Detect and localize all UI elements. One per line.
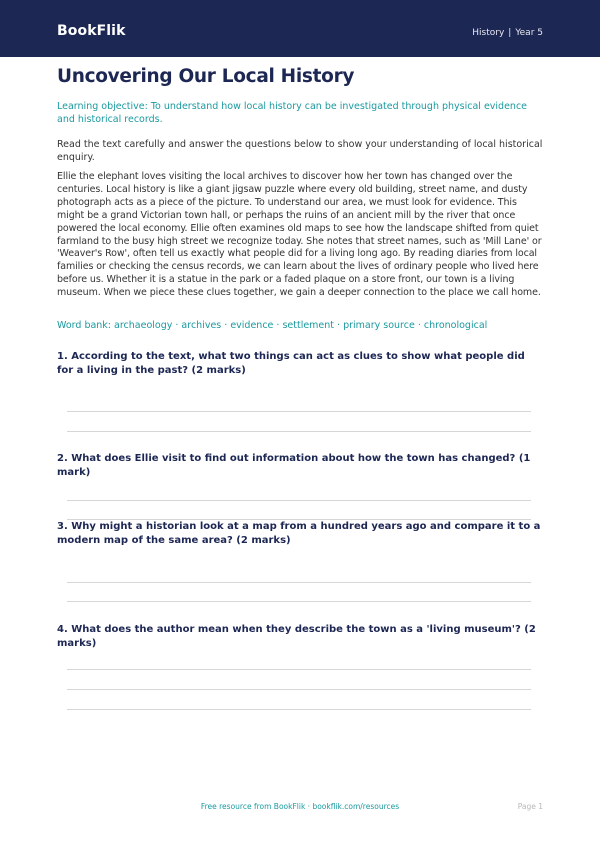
answer-line[interactable] [67, 582, 531, 583]
question-4: 4. What does the author mean when they describe the town as a 'living museum'? (2 marks) [57, 624, 536, 649]
word-bank: Word bank: archaeology · archives · evidence · settlement · primary source · chronological [57, 320, 488, 331]
subject-label: History [472, 28, 505, 38]
brand-logo: BookFlik [57, 23, 126, 39]
answer-line[interactable] [67, 689, 531, 690]
reading-passage: Ellie the elephant loves visiting the local archives to discover how her town has changed over the centuries. Local history is like a giant jigsaw puzzle where every old building, street name, and dusty photograph acts as a piece of the picture. To understand our area, we must look for evidence. This might be a grand Victorian town hall, or perhaps the ruins of an ancient mill by the river that once powered the local economy. Ellie often examines old maps to see how the landscape shifted from quiet farmland to the busy high street we recognize today. She notes that street names, such as 'Mill Lane' or 'Weaver's Row', often tell us exactly what people did for a living long ago. By reading diaries from local families or checking the census records, we can learn about the lives of ordinary people who lived here before us. Whether it is a statue in the park or a faded plaque on a store front, our town is a living museum. When we piece these clues together, we gain a deeper connection to the place we call home. [57, 171, 542, 299]
question-2: 2. What does Ellie visit to find out information about how the town has changed? (1 mark) [57, 453, 531, 478]
answer-line[interactable] [67, 709, 531, 710]
learning-objective: Learning objective: To understand how local history can be investigated through physical evidence and historical records. [57, 101, 528, 125]
worksheet-title: Uncovering Our Local History [57, 66, 355, 87]
footer-resource-link[interactable]: Free resource from BookFlik · bookflik.com/resources [200, 802, 400, 811]
answer-line[interactable] [67, 411, 531, 412]
page-number: Page 1 [517, 802, 543, 811]
answer-line[interactable] [67, 431, 531, 432]
question-3: 3. Why might a historian look at a map from a hundred years ago and compare it to a modern map of the same area? (2 marks) [57, 521, 541, 546]
instructions: Read the text carefully and answer the questions below to show your understanding of local historical enquiry. [57, 139, 543, 163]
answer-line[interactable] [67, 500, 531, 501]
page-header [0, 0, 600, 57]
header-meta [472, 27, 543, 39]
year-label: Year 5 [515, 28, 543, 38]
answer-line[interactable] [67, 669, 531, 670]
header-separator: | [508, 28, 512, 38]
question-1: 1. According to the text, what two things can act as clues to show what people did for a living in the past? (2 marks) [57, 351, 525, 376]
answer-line[interactable] [67, 601, 531, 602]
